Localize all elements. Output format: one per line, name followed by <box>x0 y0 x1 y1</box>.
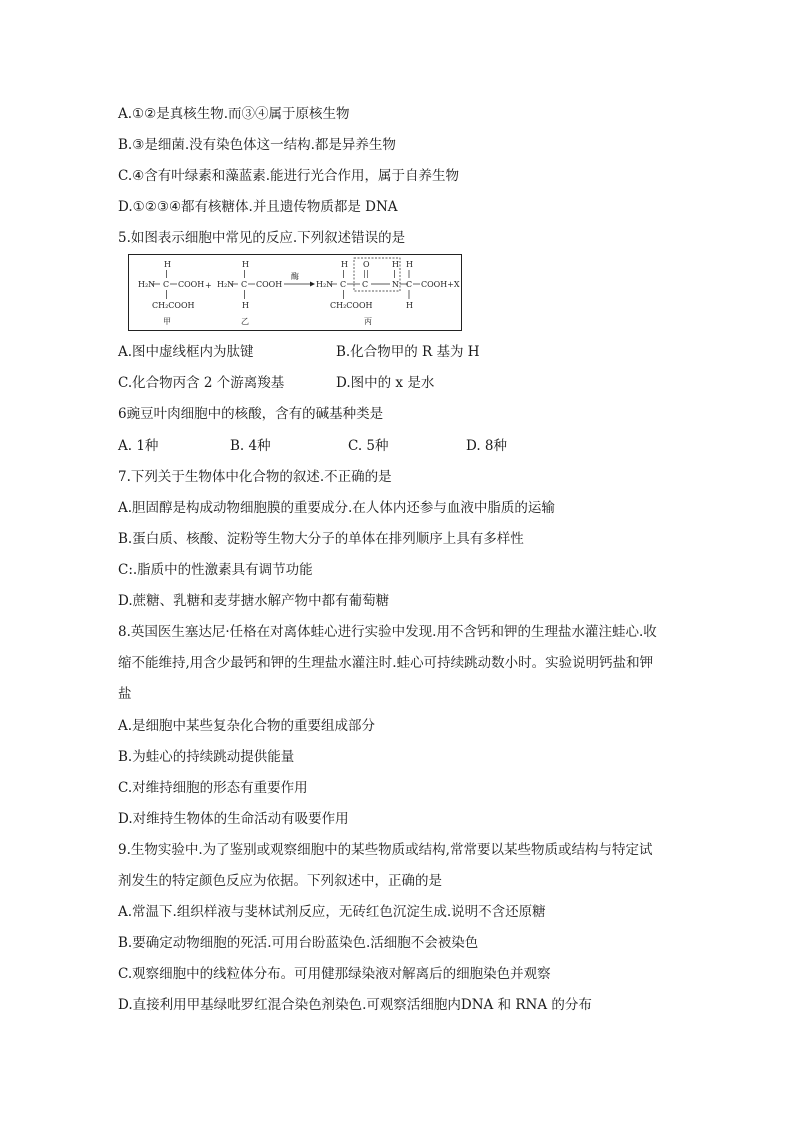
jia-cooh: COOH <box>178 280 205 289</box>
bing-r-group: CH₂COOH <box>330 301 373 310</box>
q9-stem-line1: 9.生物实验中.为了鉴别或观察细胞中的某些物质或结构,常常要以某些物质或结构与特定试 <box>118 842 653 858</box>
jia-r-group: CH₂COOH <box>152 301 195 310</box>
q7-option-b: B.蛋白质、核酸、淀粉等生物大分子的单体在排列顺序上具有多样性 <box>118 531 524 547</box>
q6-option-d: D. 8种 <box>466 438 508 454</box>
yi-c: C <box>241 280 248 289</box>
q7-option-a: A.胆固醇是构成动物细胞膜的重要成分.在人体内还参与血液中脂质的运输 <box>118 500 555 516</box>
bing-o: O <box>363 260 370 269</box>
bing-cooh-x: COOH+X <box>421 280 460 289</box>
q8-option-c: C.对维持细胞的形态有重要作用 <box>118 780 308 796</box>
q8-option-d: D.对维持生物体的生命活动有吸要作用 <box>118 811 349 827</box>
yi-top-h: H <box>242 260 249 269</box>
q9-option-d: D.直接利用甲基绿吡罗红混合染色剂染色.可观察活细胞内DNA 和 RNA 的分布 <box>118 997 592 1013</box>
label-bing: 丙 <box>364 317 372 326</box>
q8-option-b: B.为蛙心的持续跳动提供能量 <box>118 749 295 765</box>
q5-stem: 5.如图表示细胞中常见的反应.下列叙述错误的是 <box>118 230 406 246</box>
q7-stem: 7.下列关于生物体中化合物的叙述.不正确的是 <box>118 469 392 485</box>
bing-c1: C <box>340 280 347 289</box>
q5-option-b: B.化合物甲的 R 基为 H <box>336 344 480 360</box>
q9-option-c: C.观察细胞中的线粒体分布。可用健那绿染液对解离后的细胞染色并观察 <box>118 966 551 982</box>
bing-c3: C <box>406 280 413 289</box>
q8-stem-line3: 盐 <box>118 686 132 702</box>
q6-option-a: A. 1种 <box>118 438 159 454</box>
q8-stem-line2: 缩不能维持,用含少最钙和钾的生理盐水灌注时.蛙心可持续跳动数小时。实验说明钙盐和钾 <box>118 655 654 671</box>
q5-option-d: D.图中的 x 是水 <box>336 375 435 391</box>
q8-option-a: A.是细胞中某些复杂化合物的重要组成部分 <box>118 718 376 734</box>
bing-bottom-h: H <box>406 301 413 310</box>
bing-n: N <box>392 280 399 289</box>
q6-option-c: C. 5种 <box>348 438 389 454</box>
jia-top-h: H <box>164 260 171 269</box>
bing-h2n: H₂N <box>316 280 334 289</box>
q6-option-b: B. 4种 <box>230 438 271 454</box>
q4-option-a: A.①②是真核生物.而③④属于原核生物 <box>118 106 350 122</box>
bing-top-h2: H <box>406 260 413 269</box>
q9-stem-line2: 剂发生的特定颜色反应为依据。下列叙述中，正确的是 <box>118 873 442 889</box>
bing-top-h1: H <box>341 260 348 269</box>
jia-c: C <box>163 280 170 289</box>
q6-stem: 6豌豆叶肉细胞中的核酸，含有的碱基种类是 <box>118 406 384 422</box>
enzyme-label: 酶 <box>291 272 299 281</box>
q9-option-a: A.常温下.组织样液与斐林试剂反应，无砖红色沉淀生成.说明不含还原糖 <box>118 904 546 920</box>
bing-c2: C <box>362 280 369 289</box>
yi-bottom-h: H <box>242 301 249 310</box>
q7-option-c: C:.脂质中的性激素具有调节功能 <box>118 562 313 578</box>
yi-cooh: COOH <box>256 280 283 289</box>
q5-option-a: A.图中虚线框内为肽键 <box>118 344 254 360</box>
q8-stem-line1: 8.英国医生塞达尼·任格在对离体蛙心进行实验中发现.用不含钙和钾的生理盐水灌注蛙心.收 <box>118 624 657 640</box>
q4-option-c: C.④含有叶绿素和藻蓝素.能进行光合作用，属于自养生物 <box>118 168 460 184</box>
yi-h2n: H₂N <box>217 280 235 289</box>
bing-nh-h: H <box>392 260 399 269</box>
reaction-diagram <box>128 254 462 331</box>
label-yi: 乙 <box>241 317 249 326</box>
plus-sign: + <box>205 281 212 290</box>
q9-option-b: B.要确定动物细胞的死活.可用台盼蓝染色.活细胞不会被染色 <box>118 935 479 951</box>
label-jia: 甲 <box>163 317 171 326</box>
q4-option-d: D.①②③④都有核糖体.并且遗传物质都是 DNA <box>118 199 398 215</box>
q7-option-d: D.蔗糖、乳糖和麦芽搪水解产物中都有葡萄糖 <box>118 593 390 609</box>
jia-h2n: H₂N <box>138 280 156 289</box>
q4-option-b: B.③是细菌.没有染色体这一结构.都是异养生物 <box>118 137 396 153</box>
q5-option-c: C.化合物丙含 2 个游离羧基 <box>118 375 285 391</box>
